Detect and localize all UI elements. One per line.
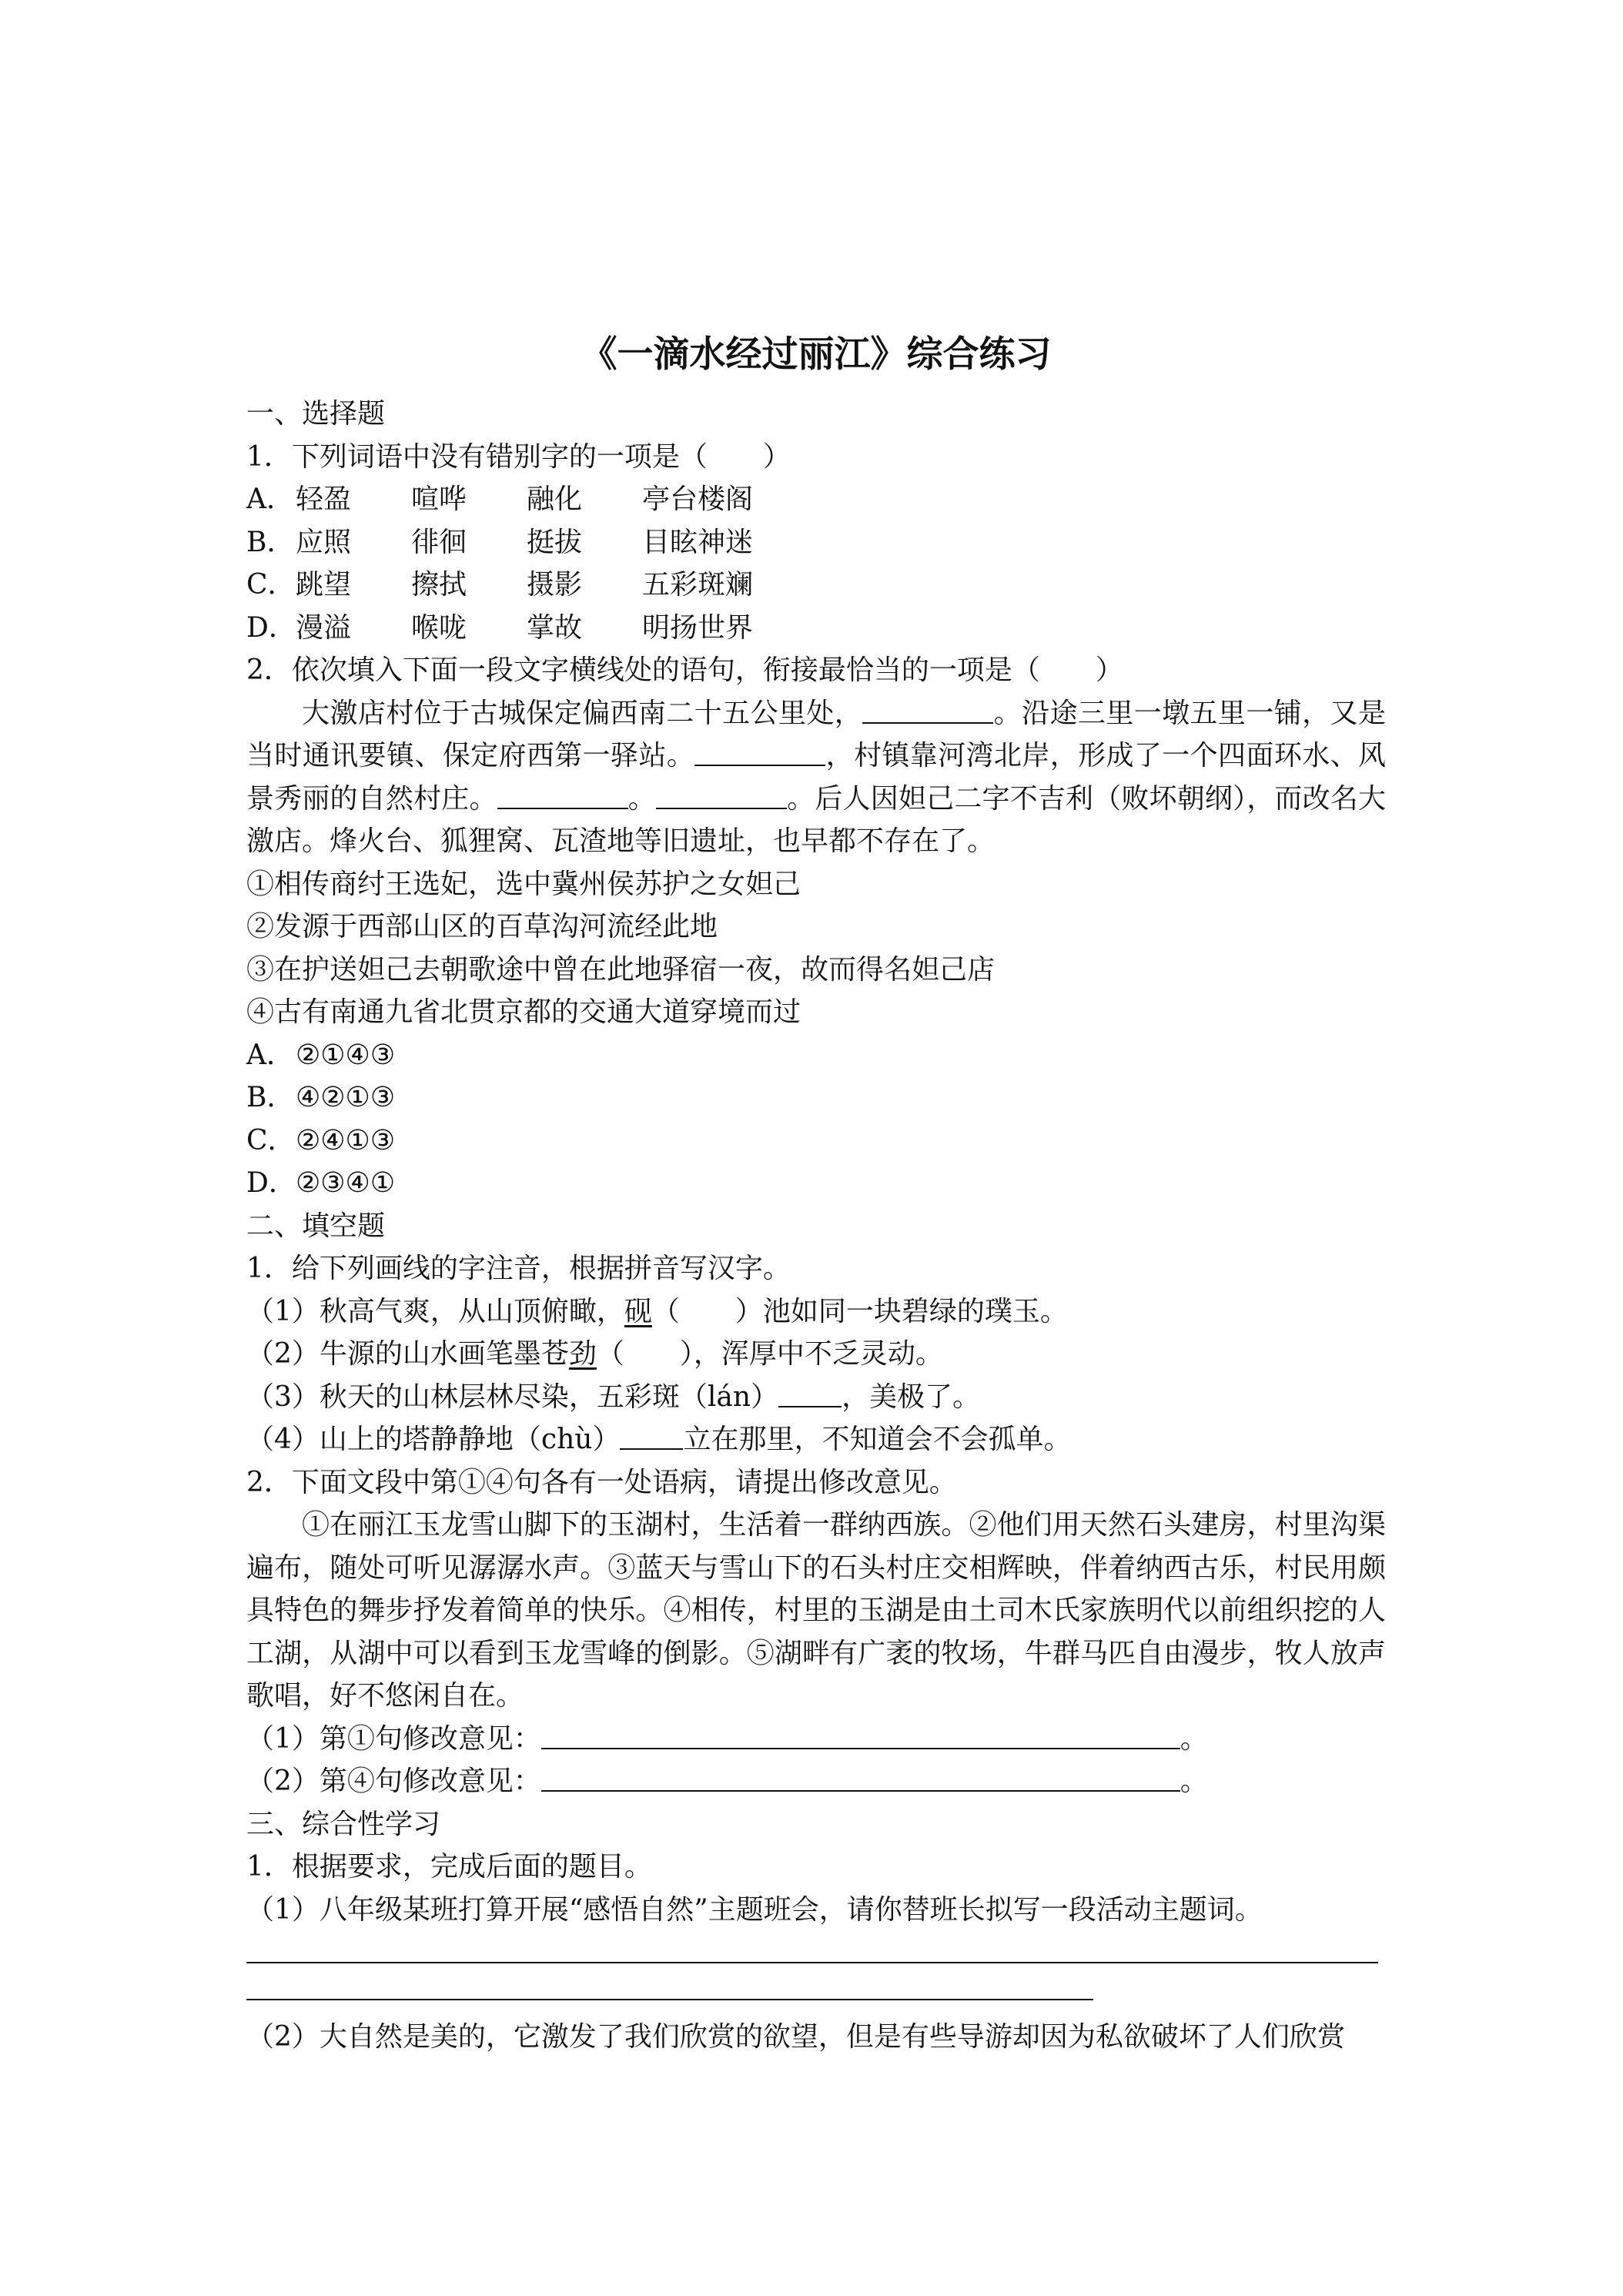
item-text: （3）秋天的山林层林尽染，五彩斑（lán） [246, 1381, 779, 1413]
sentence-item: ④古有南通九省北贯京都的交通大道穿境而过 [246, 996, 801, 1028]
passage-text: 大激店村位于古城保定偏西南二十五公里处， [302, 697, 863, 729]
q1-option-b [246, 521, 1386, 564]
item-text: （ ），浑厚中不乏灵动。 [596, 1338, 943, 1370]
option-word: 跳望 [296, 569, 352, 601]
page-title: 《一滴水经过丽江》综合练习 [581, 333, 1052, 376]
option-word: 喉咙 [411, 611, 467, 644]
option-key: D． [246, 611, 296, 644]
fill-q2-passage: ①在丽江玉龙雪山脚下的玉湖村，生活着一群纳西族。②他们用天然石头建房，村里沟渠遍布，随处可听见潺潺水声。③蓝天与雪山下的石头村庄交相辉映，伴着纳西古乐，村民用颇具特色的舞步抒发着简单的快乐。④相传，村里的玉湖是由土司木氏家族明代以前组织挖的人工湖，从湖中可以看到玉龙雪峰的倒影。⑤湖畔有广袤的牧场，牛群马匹自由漫步，牧人放声歌唱，好不悠闲自在。 [246, 1509, 1386, 1712]
answer-label: （1）第①句修改意见： [246, 1722, 541, 1755]
fill-blank[interactable] [862, 696, 993, 724]
option-key: D． [246, 1167, 296, 1199]
item-text: （2）牛源的山水画笔墨苍 [246, 1338, 569, 1370]
option-word: 喧哗 [411, 484, 467, 515]
option-word: 擦拭 [411, 569, 467, 601]
option-key: A． [246, 484, 294, 515]
comp-sub-1: （1）八年级某班打算开展“感悟自然”主题班会，请你替班长拟写一段活动主题词。 [246, 1893, 1263, 1926]
fill-question-1-stem: 1．给下列画线的字注音，根据拼音写汉字。 [246, 1253, 791, 1284]
option-text: ②③④① [296, 1167, 396, 1199]
option-word: 徘徊 [411, 526, 467, 558]
fill-item-1 [246, 1290, 1386, 1334]
option-word: 目眩神迷 [642, 526, 754, 558]
fill-item-4 [246, 1418, 1386, 1461]
q1-option-a [246, 478, 1386, 521]
question-1-stem: 1．下列词语中没有错别字的一项是（ ） [246, 440, 791, 473]
answer-blank[interactable] [541, 1722, 1180, 1749]
q2-option-d [246, 1162, 1386, 1205]
option-key: B． [246, 1082, 295, 1113]
q2-passage [246, 692, 1386, 863]
option-word: 融化 [527, 484, 583, 515]
q2-option-a [246, 1034, 1386, 1077]
answer-writing-line[interactable] [246, 1931, 1378, 1963]
answer-blank[interactable] [541, 1764, 1180, 1792]
q1-option-d [246, 607, 1386, 650]
underlined-char: 砚 [624, 1295, 652, 1327]
option-word: 漫溢 [296, 611, 352, 644]
option-text: ④②①③ [296, 1082, 396, 1113]
section-heading-choice: 一、选择题 [246, 398, 386, 430]
answer-writing-line[interactable] [246, 1968, 1093, 2000]
answer-end: 。 [1180, 1766, 1208, 1797]
item-text: （ ）池如同一块碧绿的璞玉。 [651, 1295, 1068, 1327]
option-text: ②④①③ [296, 1124, 396, 1156]
fill-item-3 [246, 1376, 1386, 1419]
worksheet [246, 331, 1386, 2059]
underlined-char: 劲 [568, 1338, 597, 1370]
item-text: （1）秋高气爽，从山顶俯瞰， [246, 1295, 624, 1327]
q1-option-c [246, 564, 1386, 607]
fill-item-2 [246, 1333, 1386, 1376]
fill-blank[interactable] [778, 1380, 842, 1407]
option-word: 摄影 [527, 569, 583, 601]
fill-blank[interactable] [620, 1422, 683, 1450]
passage-text: ，村镇靠河湾北岸，形成了一个四面环水、风景秀丽的自然村庄。 [246, 740, 1386, 815]
answer-label: （2）第④句修改意见： [246, 1766, 541, 1797]
fill-blank[interactable] [497, 782, 628, 809]
item-text: ，美极了。 [842, 1381, 981, 1413]
passage-text: 。后人因妲己二字不吉利（败坏朝纲），而改名大激店。烽火台、狐狸窝、瓦渣地等旧遗址，也早都不存在了。 [246, 782, 1386, 857]
item-text: 立在那里，不知道会不会孤单。 [683, 1424, 1072, 1455]
answer-line-1 [246, 1718, 1386, 1761]
option-key: C． [246, 1124, 296, 1156]
fill-blank[interactable] [656, 782, 787, 809]
option-key: C． [246, 569, 296, 601]
comp-sub-2: （2）大自然是美的，它激发了我们欣赏的欲望，但是有些导游却因为私欲破坏了人们欣赏 [246, 2021, 1345, 2053]
answer-line-2 [246, 1760, 1386, 1803]
option-word: 五彩斑斓 [642, 569, 754, 601]
option-key: B． [246, 526, 295, 558]
section-heading-comprehensive: 三、综合性学习 [246, 1808, 441, 1840]
sentence-item: ②发源于西部山区的百草沟河流经此地 [246, 911, 718, 942]
option-word: 掌故 [527, 611, 583, 644]
option-key: A． [246, 1039, 294, 1071]
option-text: ②①④③ [296, 1039, 396, 1071]
section-heading-fill: 二、填空题 [246, 1210, 386, 1242]
option-word: 亭台楼阁 [642, 484, 754, 515]
option-word: 明扬世界 [642, 611, 754, 644]
passage-text: 。沿途三里一墩五里一铺，又是当时通讯要镇、保定府西第一驿站。 [246, 697, 1386, 771]
sentence-item: ③在护送妲己去朝歌途中曾在此地驿宿一夜，故而得名妲己店 [246, 953, 996, 986]
option-word: 应照 [296, 526, 352, 558]
answer-end: 。 [1180, 1722, 1208, 1755]
passage-text: 。 [627, 782, 656, 815]
item-text: （4）山上的塔静静地（chù） [246, 1424, 621, 1455]
sentence-item: ①相传商纣王选妃，选中冀州侯苏护之女妲己 [246, 868, 801, 900]
option-word: 挺拔 [527, 526, 583, 558]
fill-blank[interactable] [694, 738, 825, 766]
fill-question-2-stem: 2．下面文段中第①④句各有一处语病，请提出修改意见。 [246, 1466, 957, 1498]
question-2-stem: 2．依次填入下面一段文字横线处的语句，衔接最恰当的一项是（ ） [246, 654, 1123, 686]
q2-option-b [246, 1076, 1386, 1120]
option-word: 轻盈 [296, 484, 352, 515]
q2-option-c [246, 1120, 1386, 1163]
comp-question-1-stem: 1．根据要求，完成后面的题目。 [246, 1851, 652, 1883]
